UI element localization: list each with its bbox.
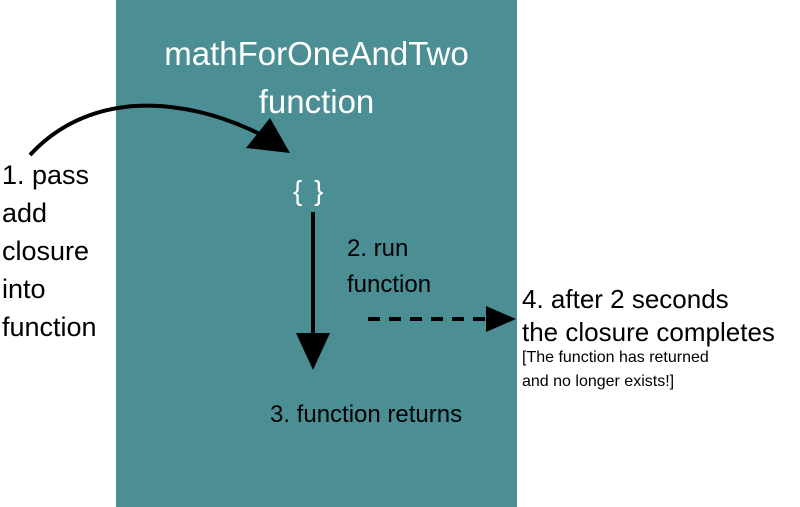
panel-title-line2: function (258, 83, 375, 120)
pass-closure-arrow (30, 106, 268, 155)
step-returns-label: 3. function returns (270, 401, 463, 428)
step-pass-label (2, 156, 114, 346)
step-note-line: [The function has returned (522, 349, 709, 366)
step-after-line: 4. after 2 seconds (522, 284, 729, 314)
pass-closure-arrowhead (246, 118, 290, 153)
step-pass-line: 1. pass (2, 160, 90, 190)
step-pass-line: into (2, 274, 46, 304)
step-pass-line: add (2, 198, 48, 228)
run-function-arrowhead (296, 333, 330, 370)
step-after-line: the closure completes (522, 317, 775, 347)
step-pass-line: closure (2, 236, 90, 266)
panel-title-line1: mathForOneAndTwo (164, 35, 469, 72)
step-run-line: function (347, 271, 432, 298)
step-note-label (522, 346, 709, 394)
step-run-line: 2. run (347, 235, 409, 262)
closure-completes-arrowhead (486, 306, 516, 332)
step-after-label (522, 283, 775, 349)
step-run-label (347, 231, 431, 303)
step-pass-line: function (2, 312, 97, 342)
function-body-braces: { } (293, 175, 326, 206)
step-note-line: and no longer exists!] (522, 373, 675, 390)
